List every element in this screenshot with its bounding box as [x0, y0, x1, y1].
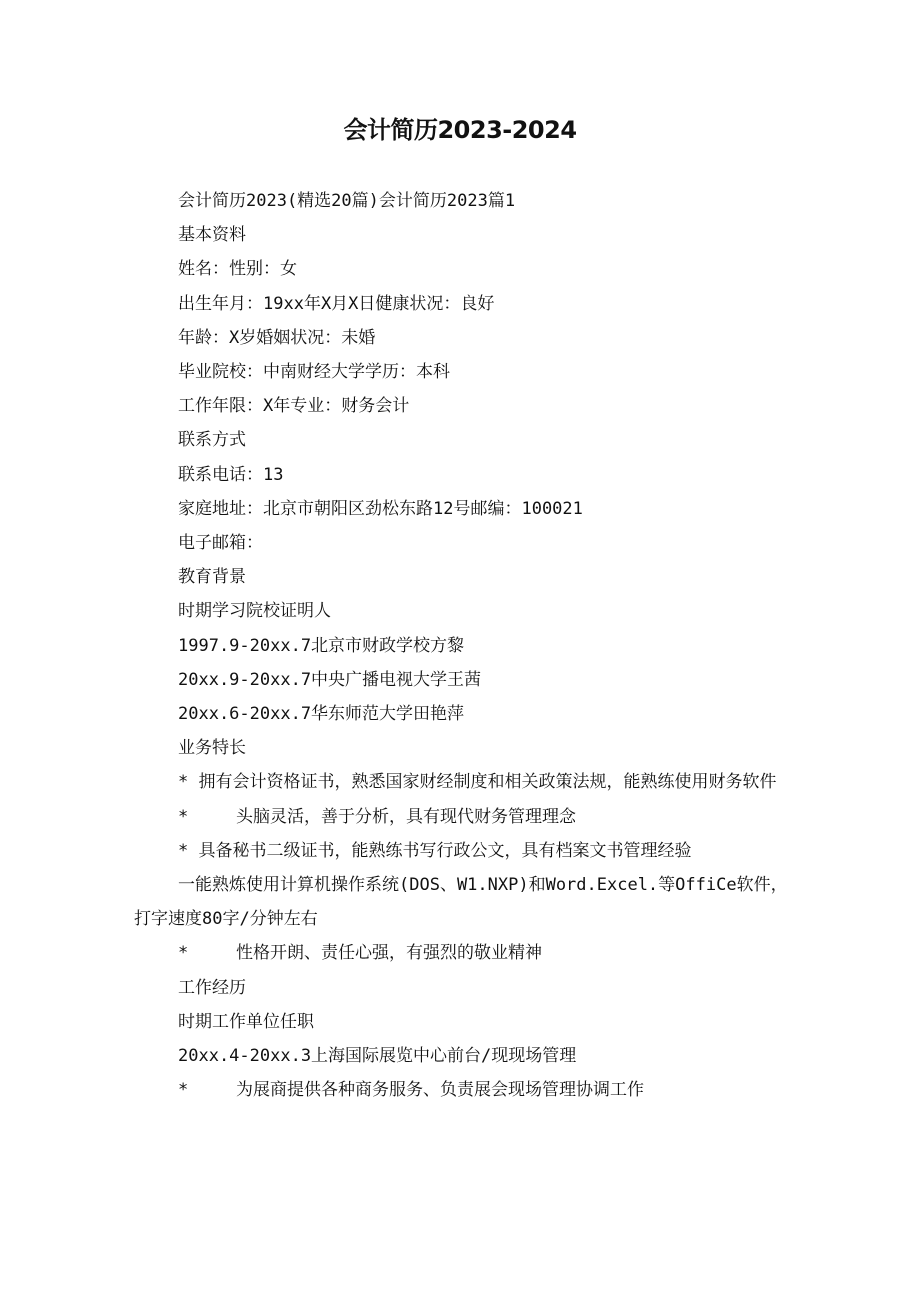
specialty-text: 头脑灵活，善于分析，具有现代财务管理理念 — [236, 806, 576, 827]
name-gender-line: 姓名：性别：女 — [178, 259, 297, 280]
birth-health-line: 出生年月：19xx年X月X日健康状况：良好 — [178, 293, 495, 314]
education-columns: 时期学习院校证明人 — [178, 601, 331, 622]
email-line: 电子邮箱： — [178, 533, 263, 554]
bullet-symbol: * — [178, 1080, 189, 1101]
section-heading-education: 教育背景 — [178, 567, 246, 588]
specialty-text: 性格开朗、责任心强，有强烈的敬业精神 — [236, 943, 542, 964]
work-duty-text: 为展商提供各种商务服务、负责展会现场管理协调工作 — [236, 1080, 644, 1101]
years-major-line: 工作年限：X年专业：财务会计 — [178, 396, 410, 417]
education-row: 1997.9-20xx.7北京市财政学校方黎 — [178, 635, 465, 656]
specialty-item: * 具备秘书二级证书，能熟练书写行政公文，具有档案文书管理经验 — [178, 840, 692, 861]
section-heading-contact: 联系方式 — [178, 430, 246, 451]
bullet-symbol: * — [178, 806, 189, 827]
education-row: 20xx.9-20xx.7中央广播电视大学王茜 — [178, 669, 482, 690]
age-marital-line: 年龄：X岁婚姻状况：未婚 — [178, 327, 376, 348]
school-degree-line: 毕业院校：中南财经大学学历：本科 — [178, 362, 450, 383]
specialty-item — [134, 800, 794, 834]
document-title: 会计简历2023-2024 — [343, 116, 577, 144]
specialty-item: 一能熟炼使用计算机操作系统(DOS、W1.NXP)和Word.Excel.等OffiCe软件，打字速度80字/分钟左右 — [134, 875, 788, 930]
work-duty-item — [134, 1073, 794, 1107]
work-columns: 时期工作单位任职 — [178, 1011, 314, 1032]
intro-line: 会计简历2023(精选20篇)会计简历2023篇1 — [178, 191, 516, 211]
phone-line: 联系电话：13 — [178, 464, 284, 485]
work-entry: 20xx.4-20xx.3上海国际展览中心前台/现现场管理 — [178, 1046, 577, 1067]
section-heading-specialties: 业务特长 — [178, 738, 246, 759]
education-row: 20xx.6-20xx.7华东师范大学田艳萍 — [178, 704, 465, 725]
specialty-item: * 拥有会计资格证书，熟悉国家财经制度和相关政策法规，能熟练使用财务软件 — [178, 772, 777, 793]
document-body — [134, 184, 794, 1107]
address-line: 家庭地址：北京市朝阳区劲松东路12号邮编：100021 — [178, 498, 583, 519]
bullet-symbol: * — [178, 943, 189, 964]
section-heading-work: 工作经历 — [178, 977, 246, 998]
specialty-item — [134, 936, 794, 970]
section-heading-basic-info: 基本资料 — [178, 225, 246, 246]
